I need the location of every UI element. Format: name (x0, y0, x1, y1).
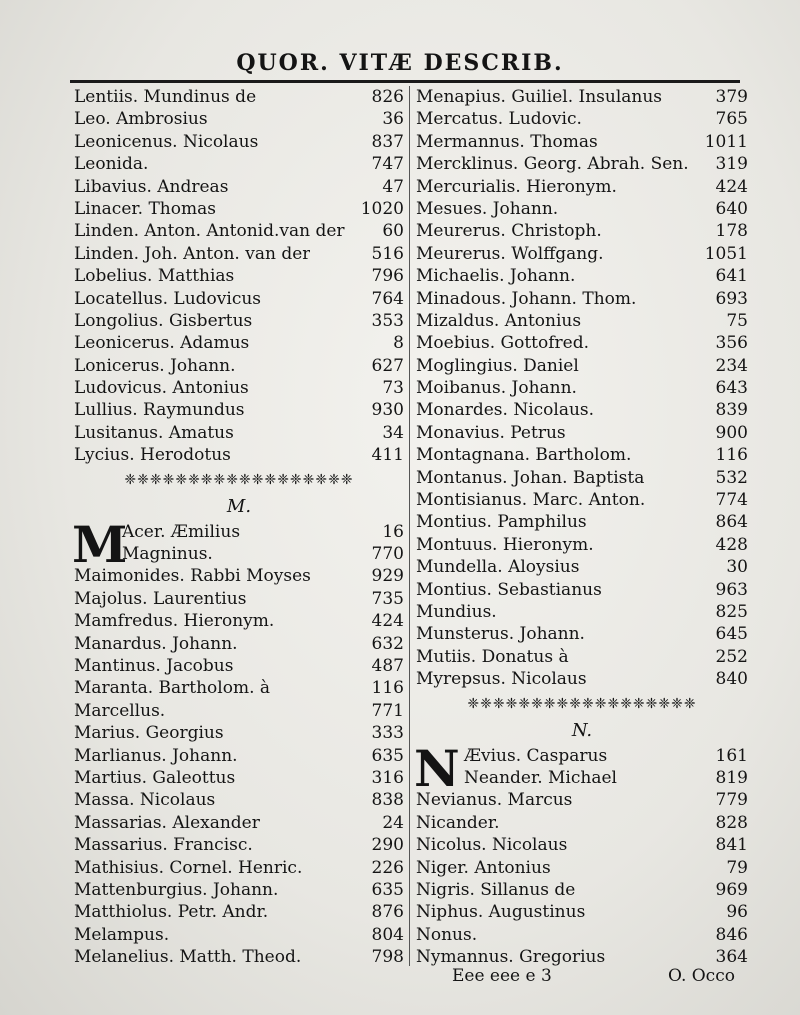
entry-page-number: 645 (715, 624, 748, 645)
index-entry (74, 288, 404, 310)
entry-name: Longolius. Gisbertus (74, 310, 253, 331)
running-header: QUOR. VITÆ DESCRIB. (236, 50, 564, 76)
index-entry (416, 511, 748, 533)
entry-name: Mamfredus. Hieronym. (74, 611, 275, 632)
entry-name: Leonicerus. Adamus (74, 333, 250, 354)
entry-page-number: 234 (715, 355, 748, 376)
entry-name: Moglingius. Daniel (416, 355, 579, 376)
entry-name: Leonida. (74, 154, 149, 175)
index-entry (416, 332, 748, 354)
index-entry (416, 288, 748, 310)
index-entry (416, 243, 748, 265)
index-entry (416, 646, 748, 668)
index-entry (74, 377, 404, 399)
entry-page-number: 826 (371, 87, 404, 107)
index-entry (74, 131, 404, 153)
index-entry (416, 108, 748, 130)
index-entry (416, 834, 748, 856)
index-entry (74, 310, 404, 332)
entry-name: Lycius. Herodotus (74, 445, 231, 466)
entry-name: Melampus. (74, 924, 170, 945)
index-entry (416, 467, 748, 489)
entry-page-number: 333 (371, 723, 404, 744)
entry-page-number: 774 (715, 490, 748, 511)
entry-page-number: 779 (715, 790, 748, 811)
entry-page-number: 876 (371, 902, 404, 923)
index-list-n (414, 738, 748, 969)
section-heading-m: M. (226, 495, 252, 517)
index-entry (74, 677, 404, 699)
index-entry (416, 556, 748, 578)
entry-page-number: 840 (715, 669, 748, 690)
index-entry (74, 108, 404, 130)
entry-page-number: 819 (715, 767, 748, 788)
entry-page-number: 900 (715, 422, 748, 443)
entry-name: Ævius. Casparus (464, 745, 608, 766)
entry-page-number: 24 (382, 812, 404, 833)
entry-name: Myrepsus. Nicolaus (416, 669, 587, 690)
entry-name: Mercatus. Ludovic. (416, 109, 582, 130)
index-entry (416, 789, 748, 811)
index-entry (74, 901, 404, 923)
index-entry (416, 153, 748, 175)
signature-mark: Eee eee e 3 (452, 966, 552, 986)
entry-page-number: 96 (726, 902, 748, 923)
entry-page-number: 116 (715, 445, 748, 466)
drop-capital: M (72, 514, 128, 574)
index-entry (416, 901, 748, 923)
index-entry (416, 355, 748, 377)
index-entry (74, 176, 404, 198)
entry-page-number: 516 (371, 243, 404, 264)
entry-page-number: 635 (371, 745, 404, 766)
entry-name: Lusitanus. Amatus (74, 422, 234, 443)
entry-page-number: 73 (382, 378, 404, 399)
entry-page-number: 771 (371, 700, 404, 721)
index-entry (74, 745, 404, 767)
index-entry (74, 399, 404, 421)
entry-name: Mathisius. Cornel. Henric. (74, 857, 303, 878)
entry-page-number: 226 (371, 857, 404, 878)
entry-name: Leo. Ambrosius (74, 109, 208, 130)
index-entry (416, 767, 748, 789)
entry-page-number: 828 (715, 812, 748, 833)
entry-name: Marlianus. Johann. (74, 745, 238, 766)
entry-name: Libavius. Andreas (74, 176, 229, 197)
entry-name: Matthiolus. Petr. Andr. (74, 902, 269, 923)
entry-name: Linden. Joh. Anton. van der (74, 243, 311, 264)
entry-page-number: 837 (371, 131, 404, 152)
index-entry (74, 610, 404, 632)
index-entry (74, 444, 404, 466)
entry-name: Meurerus. Christoph. (416, 221, 602, 242)
entry-name: Nicolus. Nicolaus (416, 835, 568, 856)
entry-page-number: 969 (715, 879, 748, 900)
entry-name: Neander. Michael (464, 767, 617, 788)
entry-name: Mundius. (416, 601, 497, 622)
entry-name: Acer. Æmilius (122, 521, 241, 542)
index-entry (74, 153, 404, 175)
entry-page-number: 747 (371, 154, 404, 175)
index-entry (74, 588, 404, 610)
entry-page-number: 424 (715, 176, 748, 197)
left-column (74, 86, 404, 968)
entry-page-number: 841 (715, 835, 748, 856)
entry-name: Minadous. Johann. Thom. (416, 288, 637, 309)
index-entry (416, 579, 748, 601)
index-entry (74, 767, 404, 789)
index-entry (416, 399, 748, 421)
entry-page-number: 411 (371, 445, 404, 466)
index-entry (416, 668, 748, 690)
entry-page-number: 929 (371, 566, 404, 587)
entry-name: Monardes. Nicolaus. (416, 400, 595, 421)
entry-name: Mizaldus. Antonius (416, 310, 582, 331)
index-entry (74, 355, 404, 377)
index-entry (74, 265, 404, 287)
entry-name: Montuus. Hieronym. (416, 534, 594, 555)
index-list-m (72, 514, 404, 969)
index-entry (416, 879, 748, 901)
entry-page-number: 1011 (704, 131, 748, 152)
entry-name: Locatellus. Ludovicus (74, 288, 262, 309)
entry-name: Nicander. (416, 812, 500, 833)
index-entry (74, 946, 404, 968)
index-entry (416, 198, 748, 220)
entry-page-number: 60 (382, 221, 404, 242)
entry-name: Montius. Sebastianus (416, 579, 602, 600)
index-entry (74, 86, 404, 108)
entry-page-number: 47 (382, 176, 404, 197)
entry-page-number: 319 (715, 154, 748, 175)
header-rule (70, 80, 740, 83)
entry-name: Nigris. Sillanus de (416, 879, 576, 900)
entry-name: Montisianus. Marc. Anton. (416, 490, 646, 511)
entry-name: Marius. Georgius (74, 723, 224, 744)
entry-page-number: 532 (715, 467, 748, 488)
entry-page-number: 1051 (704, 243, 748, 264)
index-entry (416, 745, 748, 767)
section-n-block (414, 738, 748, 969)
index-entry (416, 422, 748, 444)
index-entry (74, 834, 404, 856)
entry-page-number: 864 (715, 512, 748, 533)
entry-page-number: 796 (371, 266, 404, 287)
index-entry (416, 857, 748, 879)
entry-page-number: 178 (715, 221, 748, 242)
entry-name: Mantinus. Jacobus (74, 655, 234, 676)
index-entry (74, 633, 404, 655)
index-entry (416, 534, 748, 556)
entry-page-number: 804 (371, 924, 404, 945)
entry-name: Lonicerus. Johann. (74, 355, 236, 376)
right-column (416, 86, 748, 968)
entry-name: Melanelius. Matth. Theod. (74, 947, 302, 968)
entry-name: Ludovicus. Antonius (74, 378, 249, 399)
index-entry (74, 198, 404, 220)
entry-page-number: 30 (726, 557, 748, 578)
entry-page-number: 627 (371, 355, 404, 376)
entry-page-number: 356 (715, 333, 748, 354)
index-entry (416, 176, 748, 198)
catchword: O. Occo (668, 966, 735, 986)
entry-name: Majolus. Laurentius (74, 588, 247, 609)
entry-name: Mesues. Johann. (416, 198, 559, 219)
index-list-m-cont (416, 86, 748, 691)
entry-name: Moebius. Gottofred. (416, 333, 589, 354)
entry-page-number: 8 (393, 333, 404, 354)
index-entry (74, 655, 404, 677)
entry-page-number: 487 (371, 655, 404, 676)
ornament-divider: ❈❈❈❈❈❈❈❈❈❈❈❈❈❈❈❈❈❈ (467, 695, 697, 712)
index-entry (74, 332, 404, 354)
entry-name: Mercurialis. Hieronym. (416, 176, 617, 197)
entry-name: Nymannus. Gregorius (416, 947, 606, 968)
index-entry (416, 377, 748, 399)
entry-name: Massa. Nicolaus (74, 790, 216, 811)
section-m-block (72, 514, 404, 969)
entry-page-number: 424 (371, 611, 404, 632)
index-entry (416, 265, 748, 287)
ornament-divider: ❈❈❈❈❈❈❈❈❈❈❈❈❈❈❈❈❈❈ (124, 471, 354, 488)
section-heading-n: N. (571, 719, 593, 741)
entry-page-number: 764 (371, 288, 404, 309)
index-entry (74, 722, 404, 744)
entry-page-number: 825 (715, 601, 748, 622)
index-entry (416, 623, 748, 645)
index-list-l (74, 86, 404, 467)
entry-name: Mattenburgius. Johann. (74, 879, 279, 900)
entry-name: Montius. Pamphilus (416, 512, 587, 533)
index-entry (74, 812, 404, 834)
entry-page-number: 930 (371, 400, 404, 421)
entry-name: Lentiis. Mundinus de (74, 87, 257, 107)
index-entry (74, 789, 404, 811)
entry-page-number: 640 (715, 198, 748, 219)
entry-page-number: 1020 (360, 198, 404, 219)
entry-page-number: 641 (715, 266, 748, 287)
index-entry (74, 220, 404, 242)
index-entry (416, 310, 748, 332)
index-entry (74, 857, 404, 879)
entry-name: Monavius. Petrus (416, 422, 566, 443)
entry-page-number: 963 (715, 579, 748, 600)
entry-name: Nevianus. Marcus (416, 790, 573, 811)
entry-name: Nonus. (416, 924, 478, 945)
entry-name: Niger. Antonius (416, 857, 551, 878)
entry-page-number: 428 (715, 534, 748, 555)
entry-name: Mundella. Aloysius (416, 557, 580, 578)
entry-page-number: 643 (715, 378, 748, 399)
entry-page-number: 635 (371, 879, 404, 900)
entry-page-number: 34 (382, 422, 404, 443)
entry-page-number: 765 (715, 109, 748, 130)
entry-name: Lobelius. Matthias (74, 266, 235, 287)
entry-page-number: 379 (715, 87, 748, 107)
entry-name: Mercklinus. Georg. Abrah. Sen. (416, 154, 689, 175)
entry-page-number: 290 (371, 835, 404, 856)
entry-name: Munsterus. Johann. (416, 624, 585, 645)
entry-page-number: 75 (726, 310, 748, 331)
index-entry (74, 422, 404, 444)
index-entry (416, 489, 748, 511)
index-entry (74, 243, 404, 265)
entry-page-number: 846 (715, 924, 748, 945)
entry-name: Magninus. (122, 544, 213, 565)
entry-name: Massarias. Alexander (74, 812, 260, 833)
entry-name: Maimonides. Rabbi Moyses (74, 566, 311, 587)
entry-name: Niphus. Augustinus (416, 902, 586, 923)
entry-name: Martius. Galeottus (74, 767, 236, 788)
entry-name: Marcellus. (74, 700, 166, 721)
entry-page-number: 798 (371, 947, 404, 968)
entry-name: Menapius. Guiliel. Insulanus (416, 87, 663, 107)
entry-page-number: 316 (371, 767, 404, 788)
entry-name: Michaelis. Johann. (416, 266, 576, 287)
index-entry (416, 131, 748, 153)
index-entry (416, 601, 748, 623)
entry-name: Mutiis. Donatus à (416, 646, 569, 667)
entry-page-number: 36 (382, 109, 404, 130)
entry-page-number: 252 (715, 646, 748, 667)
entry-name: Linden. Anton. Antonid.van der (74, 221, 345, 242)
index-entry (416, 444, 748, 466)
index-entry (416, 220, 748, 242)
index-entry (416, 86, 748, 108)
column-divider (409, 86, 410, 966)
entry-name: Lullius. Raymundus (74, 400, 245, 421)
entry-name: Manardus. Johann. (74, 633, 238, 654)
entry-page-number: 364 (715, 947, 748, 968)
entry-page-number: 116 (371, 678, 404, 699)
entry-name: Massarius. Francisc. (74, 835, 253, 856)
index-entry (416, 812, 748, 834)
entry-name: Montanus. Johan. Baptista (416, 467, 645, 488)
entry-name: Mermannus. Thomas (416, 131, 598, 152)
entry-page-number: 353 (371, 310, 404, 331)
entry-name: Moibanus. Johann. (416, 378, 577, 399)
entry-page-number: 16 (382, 521, 404, 542)
entry-name: Maranta. Bartholom. à (74, 678, 271, 699)
entry-page-number: 839 (715, 400, 748, 421)
entry-name: Linacer. Thomas (74, 198, 216, 219)
index-entry (74, 700, 404, 722)
entry-page-number: 161 (715, 745, 748, 766)
entry-name: Montagnana. Bartholom. (416, 445, 632, 466)
entry-page-number: 735 (371, 588, 404, 609)
entry-name: Leonicenus. Nicolaus (74, 131, 259, 152)
entry-page-number: 79 (726, 857, 748, 878)
entry-page-number: 838 (371, 790, 404, 811)
entry-page-number: 693 (715, 288, 748, 309)
index-entry (74, 879, 404, 901)
entry-page-number: 770 (371, 544, 404, 565)
drop-capital: N (414, 738, 460, 798)
entry-name: Meurerus. Wolffgang. (416, 243, 604, 264)
index-entry (74, 924, 404, 946)
index-entry (416, 924, 748, 946)
entry-page-number: 632 (371, 633, 404, 654)
